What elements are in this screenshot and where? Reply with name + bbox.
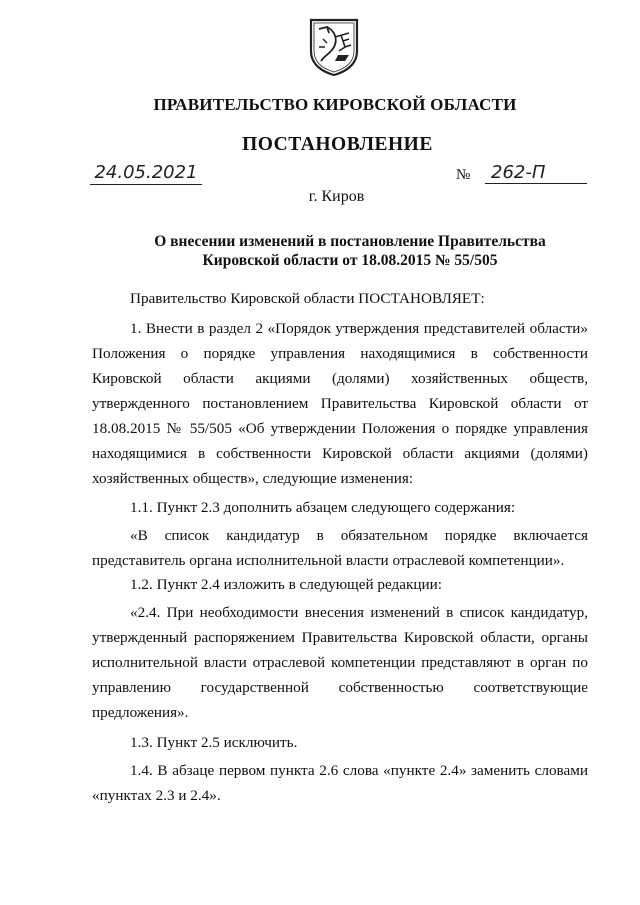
city: г. Киров <box>308 188 365 205</box>
body-paragraph-preamble: Правительство Кировской области ПОСТАНОВЛЯЕТ: <box>130 290 485 307</box>
title-line-2: Кировской области от 18.08.2015 № 55/505 <box>202 252 498 269</box>
body-paragraph-1-2-quote: «2.4. При необходимости внесения изменений в список кандидатур, утвержденный распоряжением Правительства Кировской области, органы исполнительной власти отраслевой компетенции представляют в орган по управлению государственной собственностью соответствующие предложения». <box>92 604 588 721</box>
body-paragraph-1-1-quote: «В список кандидатур в обязательном порядке включается представитель органа исполнительной власти отраслевой компетенции». <box>92 527 588 569</box>
document-date: 24.05.2021 <box>90 160 202 185</box>
document-type: ПОСТАНОВЛЕНИЕ <box>242 134 433 155</box>
body-paragraph-1-2: 1.2. Пункт 2.4 изложить в следующей редакции: <box>130 576 443 593</box>
body-paragraph-1-1: 1.1. Пункт 2.3 дополнить абзацем следующего содержания: <box>130 499 516 516</box>
title-line-1: О внесении изменений в постановление Правительства <box>154 233 546 250</box>
document-title <box>0 232 640 270</box>
coat-of-arms-icon <box>305 17 363 77</box>
number-sign: № <box>456 167 471 183</box>
organization-name: ПРАВИТЕЛЬСТВО КИРОВСКОЙ ОБЛАСТИ <box>153 95 517 114</box>
body-paragraph-1-3: 1.3. Пункт 2.5 исключить. <box>130 734 298 751</box>
body-paragraph-1: 1. Внести в раздел 2 «Порядок утверждения представителей области» Положения о порядке управления находящимися в собственности Кировской области акциями (долями) хозяйственных обществ, утвержденного постановлением Правительства Кировской области от 18.08.2015 № 55/505 «Об утверждении Положения о порядке управления находящимися в собственности Кировской области акциями (долями) хозяйственных обществ», следующие изменения: <box>92 320 588 487</box>
body-paragraph-1-4: 1.4. В абзаце первом пункта 2.6 слова «пункте 2.4» заменить словами «пунктах 2.3 и 2.4». <box>92 762 588 804</box>
document-number: 262-П <box>485 160 587 184</box>
